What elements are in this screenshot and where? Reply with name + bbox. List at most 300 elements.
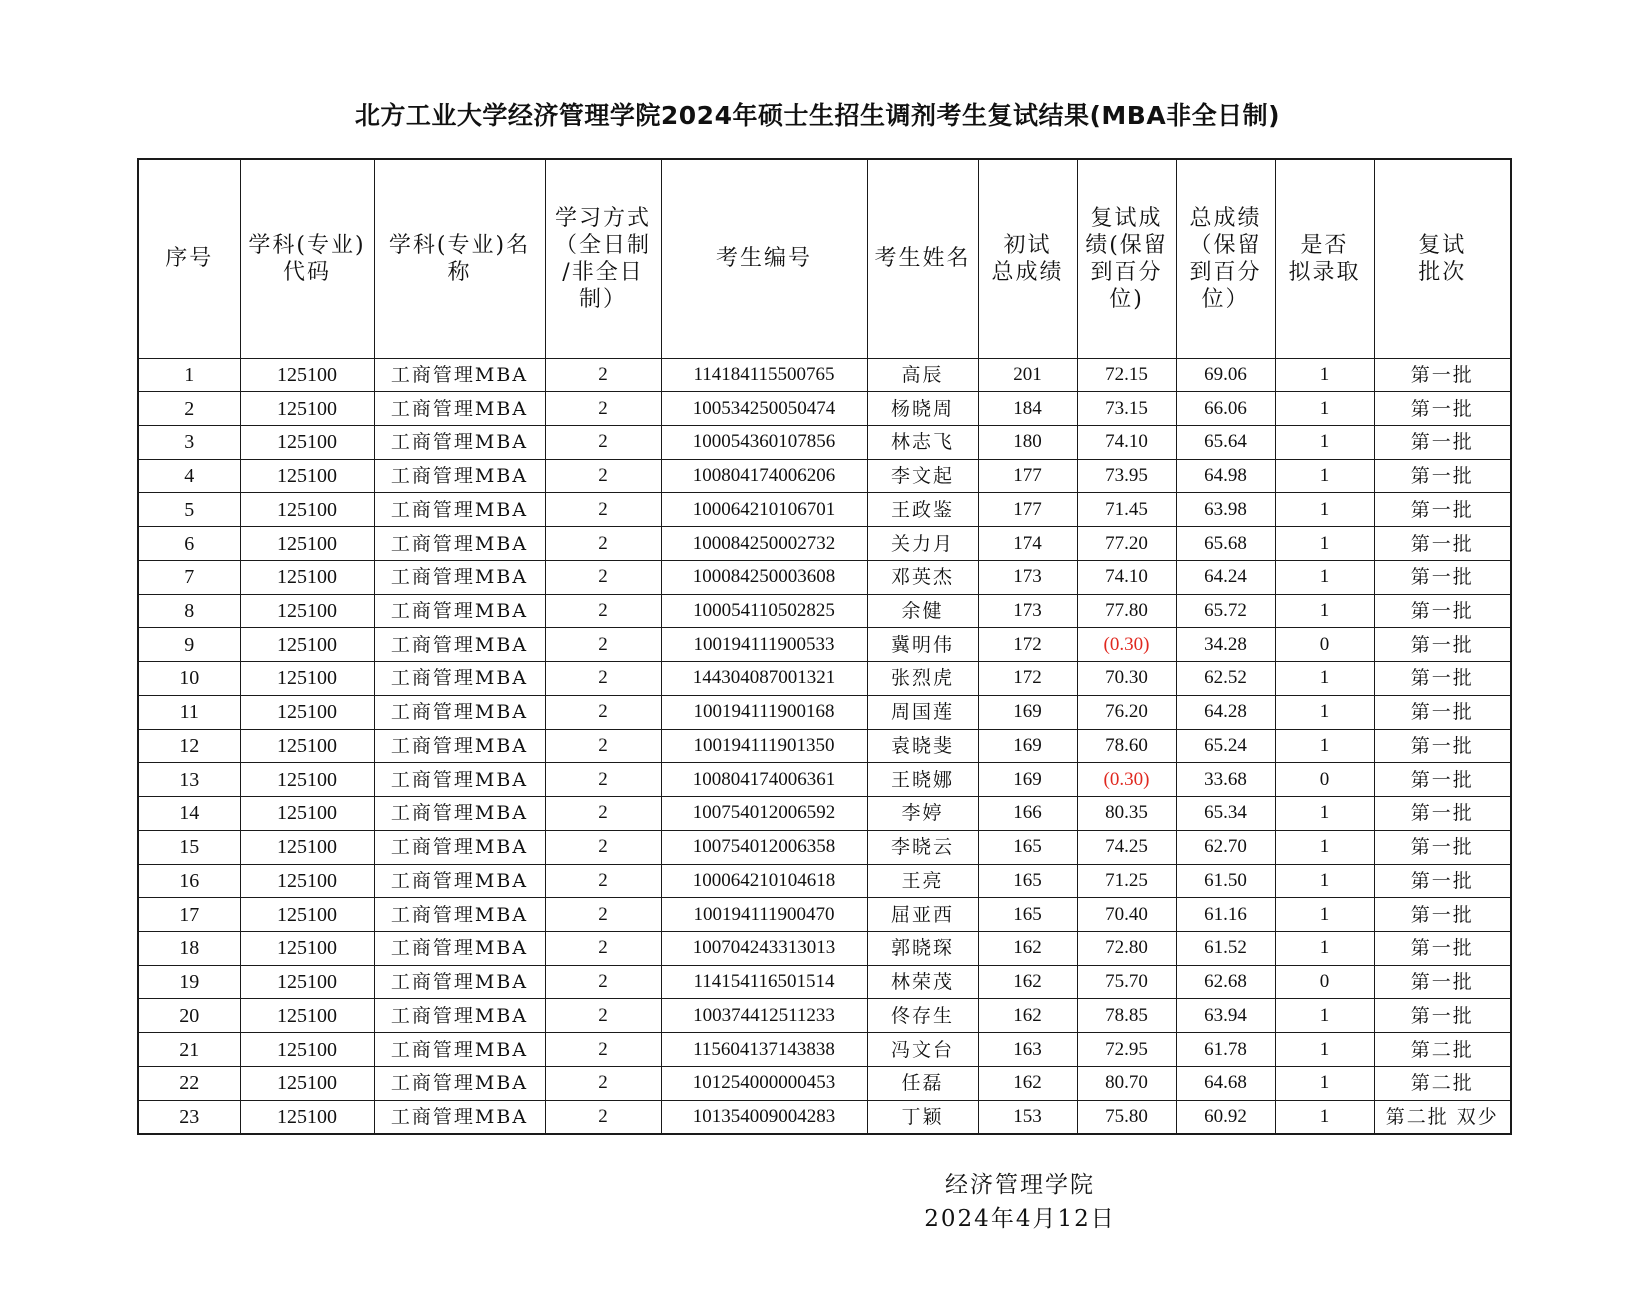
subject-code-cell: 125100 — [240, 527, 374, 561]
header-subject-name — [374, 159, 545, 358]
seq-cell: 21 — [138, 1033, 240, 1067]
header-retest-batch — [1374, 159, 1511, 358]
study-mode-cell: 2 — [545, 560, 661, 594]
total-score-cell: 65.68 — [1176, 527, 1275, 561]
total-score-cell: 62.68 — [1176, 965, 1275, 999]
subject-code-cell: 125100 — [240, 560, 374, 594]
retest-score-cell: (0.30) — [1077, 763, 1176, 797]
table-row — [138, 999, 1511, 1033]
subject-name-cell: 工商管理MBA — [374, 527, 545, 561]
prelim-score-cell: 162 — [978, 999, 1077, 1033]
seq-cell: 10 — [138, 662, 240, 696]
study-mode-cell: 2 — [545, 493, 661, 527]
retest-batch-cell: 第一批 — [1374, 358, 1511, 392]
total-score-cell: 64.24 — [1176, 560, 1275, 594]
subject-code-cell: 125100 — [240, 425, 374, 459]
subject-name-cell: 工商管理MBA — [374, 864, 545, 898]
admit-flag-cell: 1 — [1275, 729, 1374, 763]
retest-batch-cell: 第一批 — [1374, 729, 1511, 763]
admit-flag-cell: 0 — [1275, 628, 1374, 662]
admit-flag-cell: 1 — [1275, 1033, 1374, 1067]
table-row — [138, 1033, 1511, 1067]
subject-name-cell: 工商管理MBA — [374, 662, 545, 696]
admit-flag-cell: 0 — [1275, 965, 1374, 999]
candidate-id-cell: 100064210106701 — [661, 493, 867, 527]
seq-cell: 20 — [138, 999, 240, 1033]
candidate-id-cell: 100084250003608 — [661, 560, 867, 594]
subject-name-cell: 工商管理MBA — [374, 965, 545, 999]
retest-score-cell: 76.20 — [1077, 695, 1176, 729]
prelim-score-cell: 163 — [978, 1033, 1077, 1067]
retest-score-cell: 75.70 — [1077, 965, 1176, 999]
admit-flag-cell: 1 — [1275, 425, 1374, 459]
subject-code-cell: 125100 — [240, 1033, 374, 1067]
subject-code-cell: 125100 — [240, 392, 374, 426]
study-mode-cell: 2 — [545, 1100, 661, 1134]
retest-score-cell: 71.45 — [1077, 493, 1176, 527]
total-score-cell: 65.64 — [1176, 425, 1275, 459]
retest-batch-cell: 第一批 — [1374, 965, 1511, 999]
admit-flag-cell: 1 — [1275, 931, 1374, 965]
prelim-score-cell: 166 — [978, 797, 1077, 831]
prelim-score-cell: 184 — [978, 392, 1077, 426]
table-row — [138, 594, 1511, 628]
admit-flag-cell: 1 — [1275, 797, 1374, 831]
table-row — [138, 797, 1511, 831]
subject-name-cell: 工商管理MBA — [374, 459, 545, 493]
table-row — [138, 898, 1511, 932]
prelim-score-cell: 177 — [978, 459, 1077, 493]
subject-name-cell: 工商管理MBA — [374, 628, 545, 662]
candidate-name-cell: 林志飞 — [867, 425, 978, 459]
candidate-id-cell: 100804174006361 — [661, 763, 867, 797]
retest-score-cell: 74.10 — [1077, 560, 1176, 594]
header-line: 学习方式 — [554, 205, 651, 231]
header-admit-flag — [1275, 159, 1374, 358]
retest-batch-cell: 第一批 — [1374, 999, 1511, 1033]
header-line: 总成绩 — [1189, 205, 1262, 231]
header-line: 制） — [578, 286, 627, 312]
seq-cell: 3 — [138, 425, 240, 459]
subject-code-cell: 125100 — [240, 493, 374, 527]
study-mode-cell: 2 — [545, 864, 661, 898]
candidate-id-cell: 100804174006206 — [661, 459, 867, 493]
subject-name-cell: 工商管理MBA — [374, 1033, 545, 1067]
seq-cell: 16 — [138, 864, 240, 898]
table-row — [138, 560, 1511, 594]
header-line: 是否 — [1300, 232, 1349, 258]
table-row — [138, 864, 1511, 898]
total-score-cell: 61.78 — [1176, 1033, 1275, 1067]
candidate-id-cell: 100194111901350 — [661, 729, 867, 763]
retest-score-cell: (0.30) — [1077, 628, 1176, 662]
candidate-id-cell: 100064210104618 — [661, 864, 867, 898]
candidate-name-cell: 杨晓周 — [867, 392, 978, 426]
subject-name-cell: 工商管理MBA — [374, 425, 545, 459]
study-mode-cell: 2 — [545, 965, 661, 999]
subject-name-cell: 工商管理MBA — [374, 358, 545, 392]
seq-cell: 9 — [138, 628, 240, 662]
seq-cell: 12 — [138, 729, 240, 763]
footer-org: 经济管理学院 — [945, 1172, 1095, 1198]
subject-name-cell: 工商管理MBA — [374, 931, 545, 965]
prelim-score-cell: 162 — [978, 1066, 1077, 1100]
subject-name-cell: 工商管理MBA — [374, 594, 545, 628]
candidate-name-cell: 佟存生 — [867, 999, 978, 1033]
candidate-name-cell: 冯文台 — [867, 1033, 978, 1067]
header-candidate-id — [661, 159, 867, 358]
prelim-score-cell: 173 — [978, 560, 1077, 594]
total-score-cell: 69.06 — [1176, 358, 1275, 392]
seq-cell: 17 — [138, 898, 240, 932]
table-body — [138, 358, 1511, 1134]
candidate-name-cell: 冀明伟 — [867, 628, 978, 662]
total-score-cell: 34.28 — [1176, 628, 1275, 662]
retest-batch-cell: 第一批 — [1374, 527, 1511, 561]
retest-batch-cell: 第一批 — [1374, 931, 1511, 965]
admit-flag-cell: 1 — [1275, 527, 1374, 561]
candidate-name-cell: 周国莲 — [867, 695, 978, 729]
candidate-name-cell: 袁晓斐 — [867, 729, 978, 763]
seq-cell: 14 — [138, 797, 240, 831]
prelim-score-cell: 169 — [978, 729, 1077, 763]
total-score-cell: 61.52 — [1176, 931, 1275, 965]
subject-name-cell: 工商管理MBA — [374, 830, 545, 864]
total-score-cell: 64.98 — [1176, 459, 1275, 493]
candidate-id-cell: 100704243313013 — [661, 931, 867, 965]
subject-code-cell: 125100 — [240, 358, 374, 392]
study-mode-cell: 2 — [545, 459, 661, 493]
retest-batch-cell: 第一批 — [1374, 560, 1511, 594]
retest-batch-cell: 第一批 — [1374, 459, 1511, 493]
retest-batch-cell: 第一批 — [1374, 695, 1511, 729]
header-line: 复试成 — [1090, 205, 1163, 231]
candidate-name-cell: 王晓娜 — [867, 763, 978, 797]
header-line: 学科(专业) — [248, 232, 366, 258]
subject-code-cell: 125100 — [240, 830, 374, 864]
seq-cell: 4 — [138, 459, 240, 493]
subject-code-cell: 125100 — [240, 662, 374, 696]
total-score-cell: 66.06 — [1176, 392, 1275, 426]
total-score-cell: 61.50 — [1176, 864, 1275, 898]
table-row — [138, 493, 1511, 527]
prelim-score-cell: 162 — [978, 965, 1077, 999]
header-candidate-name — [867, 159, 978, 358]
header-line: 称 — [447, 259, 472, 285]
retest-score-cell: 72.15 — [1077, 358, 1176, 392]
retest-score-cell: 72.95 — [1077, 1033, 1176, 1067]
retest-batch-cell: 第一批 — [1374, 797, 1511, 831]
retest-score-cell: 75.80 — [1077, 1100, 1176, 1134]
prelim-score-cell: 165 — [978, 898, 1077, 932]
seq-cell: 23 — [138, 1100, 240, 1134]
study-mode-cell: 2 — [545, 527, 661, 561]
candidate-id-cell: 100194111900168 — [661, 695, 867, 729]
table-row — [138, 1066, 1511, 1100]
subject-name-cell: 工商管理MBA — [374, 898, 545, 932]
header-row — [138, 159, 1511, 358]
seq-cell: 11 — [138, 695, 240, 729]
table-row — [138, 763, 1511, 797]
header-line: 代码 — [282, 259, 331, 285]
retest-score-cell: 71.25 — [1077, 864, 1176, 898]
candidate-name-cell: 余健 — [867, 594, 978, 628]
seq-cell: 18 — [138, 931, 240, 965]
study-mode-cell: 2 — [545, 662, 661, 696]
retest-score-cell: 74.10 — [1077, 425, 1176, 459]
table-row — [138, 358, 1511, 392]
subject-name-cell: 工商管理MBA — [374, 560, 545, 594]
retest-score-cell: 77.80 — [1077, 594, 1176, 628]
study-mode-cell: 2 — [545, 1033, 661, 1067]
candidate-id-cell: 115604137143838 — [661, 1033, 867, 1067]
seq-cell: 2 — [138, 392, 240, 426]
prelim-score-cell: 165 — [978, 830, 1077, 864]
candidate-name-cell: 王政鉴 — [867, 493, 978, 527]
candidate-id-cell: 100054110502825 — [661, 594, 867, 628]
retest-score-cell: 70.40 — [1077, 898, 1176, 932]
study-mode-cell: 2 — [545, 931, 661, 965]
header-line: 绩(保留 — [1085, 232, 1168, 258]
retest-batch-cell: 第二批 — [1374, 1033, 1511, 1067]
total-score-cell: 62.52 — [1176, 662, 1275, 696]
header-seq — [138, 159, 240, 358]
header-line: 复试 — [1418, 232, 1467, 258]
results-table — [137, 158, 1512, 1135]
study-mode-cell: 2 — [545, 999, 661, 1033]
prelim-score-cell: 172 — [978, 628, 1077, 662]
retest-batch-cell: 第一批 — [1374, 763, 1511, 797]
footer-signature — [898, 1168, 1142, 1236]
total-score-cell: 63.94 — [1176, 999, 1275, 1033]
admit-flag-cell: 1 — [1275, 1100, 1374, 1134]
retest-batch-cell: 第二批 双少 — [1374, 1100, 1511, 1134]
header-line: 学科(专业)名 — [388, 232, 531, 258]
retest-batch-cell: 第一批 — [1374, 628, 1511, 662]
study-mode-cell: 2 — [545, 898, 661, 932]
admit-flag-cell: 1 — [1275, 864, 1374, 898]
candidate-name-cell: 王亮 — [867, 864, 978, 898]
subject-code-cell: 125100 — [240, 898, 374, 932]
seq-cell: 15 — [138, 830, 240, 864]
table-row — [138, 729, 1511, 763]
prelim-score-cell: 174 — [978, 527, 1077, 561]
header-line: 到百分 — [1189, 259, 1262, 285]
subject-name-cell: 工商管理MBA — [374, 493, 545, 527]
admit-flag-cell: 1 — [1275, 662, 1374, 696]
study-mode-cell: 2 — [545, 392, 661, 426]
table-row — [138, 695, 1511, 729]
subject-name-cell: 工商管理MBA — [374, 729, 545, 763]
candidate-id-cell: 100194111900470 — [661, 898, 867, 932]
candidate-id-cell: 101254000000453 — [661, 1066, 867, 1100]
total-score-cell: 65.72 — [1176, 594, 1275, 628]
retest-batch-cell: 第二批 — [1374, 1066, 1511, 1100]
header-line: （保留 — [1189, 232, 1262, 258]
admit-flag-cell: 1 — [1275, 493, 1374, 527]
subject-code-cell: 125100 — [240, 999, 374, 1033]
study-mode-cell: 2 — [545, 763, 661, 797]
seq-cell: 8 — [138, 594, 240, 628]
subject-name-cell: 工商管理MBA — [374, 1100, 545, 1134]
candidate-name-cell: 郭晓琛 — [867, 931, 978, 965]
table-row — [138, 931, 1511, 965]
header-line: 考生编号 — [715, 246, 812, 272]
subject-code-cell: 125100 — [240, 763, 374, 797]
header-prelim-score — [978, 159, 1077, 358]
study-mode-cell: 2 — [545, 729, 661, 763]
total-score-cell: 65.24 — [1176, 729, 1275, 763]
header-line: /非全日 — [562, 259, 644, 285]
table-row — [138, 425, 1511, 459]
retest-score-cell: 80.35 — [1077, 797, 1176, 831]
candidate-name-cell: 屈亚西 — [867, 898, 978, 932]
candidate-id-cell: 100054360107856 — [661, 425, 867, 459]
admit-flag-cell: 0 — [1275, 763, 1374, 797]
retest-score-cell: 70.30 — [1077, 662, 1176, 696]
admit-flag-cell: 1 — [1275, 898, 1374, 932]
seq-cell: 1 — [138, 358, 240, 392]
admit-flag-cell: 1 — [1275, 560, 1374, 594]
header-study-mode — [545, 159, 661, 358]
header-line: 序号 — [165, 246, 214, 272]
admit-flag-cell: 1 — [1275, 459, 1374, 493]
header-line: 初试 — [1003, 232, 1052, 258]
subject-code-cell: 125100 — [240, 628, 374, 662]
subject-code-cell: 125100 — [240, 1100, 374, 1134]
table-row — [138, 965, 1511, 999]
candidate-id-cell: 100754012006592 — [661, 797, 867, 831]
retest-batch-cell: 第一批 — [1374, 662, 1511, 696]
study-mode-cell: 2 — [545, 358, 661, 392]
subject-name-cell: 工商管理MBA — [374, 392, 545, 426]
total-score-cell: 63.98 — [1176, 493, 1275, 527]
candidate-id-cell: 101354009004283 — [661, 1100, 867, 1134]
subject-name-cell: 工商管理MBA — [374, 763, 545, 797]
admit-flag-cell: 1 — [1275, 392, 1374, 426]
subject-code-cell: 125100 — [240, 965, 374, 999]
total-score-cell: 64.28 — [1176, 695, 1275, 729]
candidate-id-cell: 100084250002732 — [661, 527, 867, 561]
header-line: （全日制 — [554, 232, 651, 258]
subject-name-cell: 工商管理MBA — [374, 797, 545, 831]
prelim-score-cell: 169 — [978, 763, 1077, 797]
prelim-score-cell: 177 — [978, 493, 1077, 527]
subject-name-cell: 工商管理MBA — [374, 1066, 545, 1100]
retest-batch-cell: 第一批 — [1374, 392, 1511, 426]
candidate-id-cell: 100534250050474 — [661, 392, 867, 426]
study-mode-cell: 2 — [545, 425, 661, 459]
prelim-score-cell: 153 — [978, 1100, 1077, 1134]
seq-cell: 19 — [138, 965, 240, 999]
retest-score-cell: 72.80 — [1077, 931, 1176, 965]
prelim-score-cell: 172 — [978, 662, 1077, 696]
candidate-name-cell: 林荣茂 — [867, 965, 978, 999]
retest-batch-cell: 第一批 — [1374, 830, 1511, 864]
header-line: 总成绩 — [991, 259, 1064, 285]
seq-cell: 5 — [138, 493, 240, 527]
prelim-score-cell: 169 — [978, 695, 1077, 729]
candidate-id-cell: 100194111900533 — [661, 628, 867, 662]
subject-name-cell: 工商管理MBA — [374, 999, 545, 1033]
admit-flag-cell: 1 — [1275, 594, 1374, 628]
candidate-name-cell: 任磊 — [867, 1066, 978, 1100]
header-subject-code — [240, 159, 374, 358]
total-score-cell: 65.34 — [1176, 797, 1275, 831]
header-total-score — [1176, 159, 1275, 358]
table-header — [138, 159, 1511, 358]
table-row — [138, 459, 1511, 493]
table-row — [138, 392, 1511, 426]
admit-flag-cell: 1 — [1275, 695, 1374, 729]
study-mode-cell: 2 — [545, 628, 661, 662]
document-title: 北方工业大学经济管理学院2024年硕士生招生调剂考生复试结果(MBA非全日制) — [354, 101, 1281, 130]
study-mode-cell: 2 — [545, 830, 661, 864]
admit-flag-cell: 1 — [1275, 999, 1374, 1033]
subject-code-cell: 125100 — [240, 1066, 374, 1100]
retest-batch-cell: 第一批 — [1374, 493, 1511, 527]
retest-batch-cell: 第一批 — [1374, 864, 1511, 898]
candidate-id-cell: 144304087001321 — [661, 662, 867, 696]
table-row — [138, 628, 1511, 662]
retest-score-cell: 78.85 — [1077, 999, 1176, 1033]
admit-flag-cell: 1 — [1275, 358, 1374, 392]
retest-batch-cell: 第一批 — [1374, 425, 1511, 459]
total-score-cell: 61.16 — [1176, 898, 1275, 932]
seq-cell: 13 — [138, 763, 240, 797]
retest-score-cell: 74.25 — [1077, 830, 1176, 864]
subject-code-cell: 125100 — [240, 459, 374, 493]
table-row — [138, 662, 1511, 696]
study-mode-cell: 2 — [545, 695, 661, 729]
total-score-cell: 33.68 — [1176, 763, 1275, 797]
subject-code-cell: 125100 — [240, 594, 374, 628]
candidate-id-cell: 100374412511233 — [661, 999, 867, 1033]
prelim-score-cell: 165 — [978, 864, 1077, 898]
total-score-cell: 62.70 — [1176, 830, 1275, 864]
seq-cell: 7 — [138, 560, 240, 594]
prelim-score-cell: 201 — [978, 358, 1077, 392]
subject-code-cell: 125100 — [240, 931, 374, 965]
retest-score-cell: 80.70 — [1077, 1066, 1176, 1100]
retest-score-cell: 78.60 — [1077, 729, 1176, 763]
retest-batch-cell: 第一批 — [1374, 594, 1511, 628]
total-score-cell: 64.68 — [1176, 1066, 1275, 1100]
candidate-name-cell: 张烈虎 — [867, 662, 978, 696]
retest-score-cell: 73.95 — [1077, 459, 1176, 493]
header-line: 考生姓名 — [874, 246, 971, 272]
seq-cell: 6 — [138, 527, 240, 561]
candidate-name-cell: 李文起 — [867, 459, 978, 493]
prelim-score-cell: 173 — [978, 594, 1077, 628]
retest-score-cell: 77.20 — [1077, 527, 1176, 561]
header-line: 位） — [1201, 286, 1250, 312]
admit-flag-cell: 1 — [1275, 830, 1374, 864]
seq-cell: 22 — [138, 1066, 240, 1100]
table-row — [138, 1100, 1511, 1134]
total-score-cell: 60.92 — [1176, 1100, 1275, 1134]
candidate-id-cell: 100754012006358 — [661, 830, 867, 864]
header-line: 到百分 — [1090, 259, 1163, 285]
candidate-name-cell: 丁颖 — [867, 1100, 978, 1134]
subject-code-cell: 125100 — [240, 864, 374, 898]
subject-name-cell: 工商管理MBA — [374, 695, 545, 729]
retest-batch-cell: 第一批 — [1374, 898, 1511, 932]
candidate-name-cell: 李婷 — [867, 797, 978, 831]
study-mode-cell: 2 — [545, 797, 661, 831]
table-row — [138, 527, 1511, 561]
header-retest-score — [1077, 159, 1176, 358]
